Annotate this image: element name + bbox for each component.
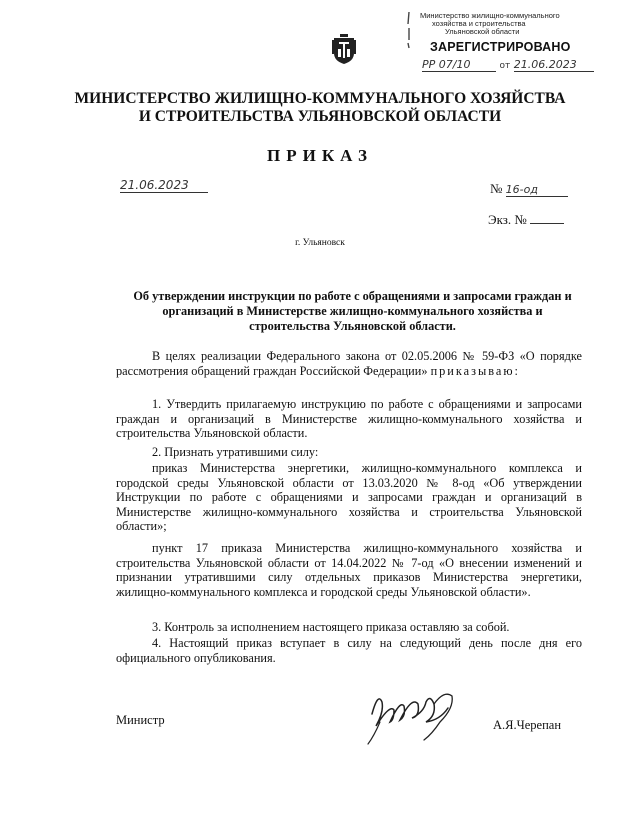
- coat-of-arms-icon: [331, 33, 357, 65]
- signature-icon: [364, 682, 459, 747]
- paragraph-item4: 4. Настоящий приказ вступает в силу на следующий день после дня его официального опубликования.: [116, 636, 582, 665]
- paragraph-item2b: пункт 17 приказа Министерства жилищно-коммунального хозяйства и строительства Ульяновской области от 14.04.2022 № 7-од «О внесении изменений и признании утратившими силу отдельных приказов Министерства энергетики, жилищно-коммунального комплекса и городской среды Ульяновской области».: [116, 541, 582, 599]
- stamp-edge-mark: [405, 10, 413, 50]
- paragraph-item2: 2. Признать утратившими силу:: [152, 445, 319, 459]
- document-number: [490, 181, 568, 197]
- ministry-heading: [60, 90, 580, 126]
- stamp-reg-from: от: [499, 61, 511, 71]
- stamp-reg-number: РР 07/10: [422, 58, 496, 72]
- paragraph-item3: 3. Контроль за исполнением настоящего приказа оставляю за собой.: [152, 620, 510, 634]
- ministry-heading-line2: И СТРОИТЕЛЬСТВА УЛЬЯНОВСКОЙ ОБЛАСТИ: [138, 108, 502, 125]
- document-type: ПРИКАЗ: [267, 146, 373, 165]
- paragraph-item1: 1. Утвердить прилагаемую инструкцию по работе с обращениями и запросами граждан и организаций в Министерстве жилищно-коммунального хозяйства и строительства Ульяновской области.: [116, 397, 582, 441]
- city: г. Ульяновск: [295, 238, 345, 248]
- paragraph-intro: [116, 349, 582, 378]
- ministry-heading-line1: МИНИСТЕРСТВО ЖИЛИЩНО-КОММУНАЛЬНОГО ХОЗЯЙСТВА: [74, 90, 566, 107]
- paragraph-intro-text: В целях реализации Федерального закона от 02.05.2006 № 59-ФЗ «О порядке рассмотрения обращений граждан Российской Федерации»: [116, 349, 582, 378]
- stamp-reg-date: 21.06.2023: [514, 58, 594, 72]
- prikazyvayu: приказываю:: [430, 363, 520, 378]
- copy-number-blank: [530, 223, 564, 224]
- document-number-value: 16-од: [506, 183, 568, 197]
- copy-number: [488, 212, 564, 228]
- stamp-ministry-line1: Министерство жилищно-коммунального: [420, 11, 560, 20]
- stamp-registration-line: [422, 58, 612, 72]
- stamp-registered-label: ЗАРЕГИСТРИРОВАНО: [430, 40, 571, 54]
- stamp-ministry-line2: хозяйства и строительства: [432, 19, 526, 28]
- paragraph-item2a: приказ Министерства энергетики, жилищно-коммунального комплекса и городской среды Ульяновской области от 13.03.2020 № 8-од «Об утверждении Инструкции по работе с обращениями и запросами граждан и организаций в Министерстве жилищно-коммунального хозяйства и строительства Ульяновской области»;: [116, 461, 582, 534]
- stamp-ministry-line3: Ульяновской области: [445, 27, 520, 36]
- copy-number-label: Экз. №: [488, 212, 527, 227]
- document-date: 21.06.2023: [120, 178, 208, 193]
- signer-name: А.Я.Черепан: [493, 718, 562, 732]
- document-number-label: №: [490, 181, 503, 196]
- signer-position: Министр: [116, 713, 165, 727]
- order-title: Об утверждении инструкции по работе с обращениями и запросами граждан и организаций в Министерстве жилищно-коммунального хозяйства и строительства Ульяновской области.: [133, 289, 572, 333]
